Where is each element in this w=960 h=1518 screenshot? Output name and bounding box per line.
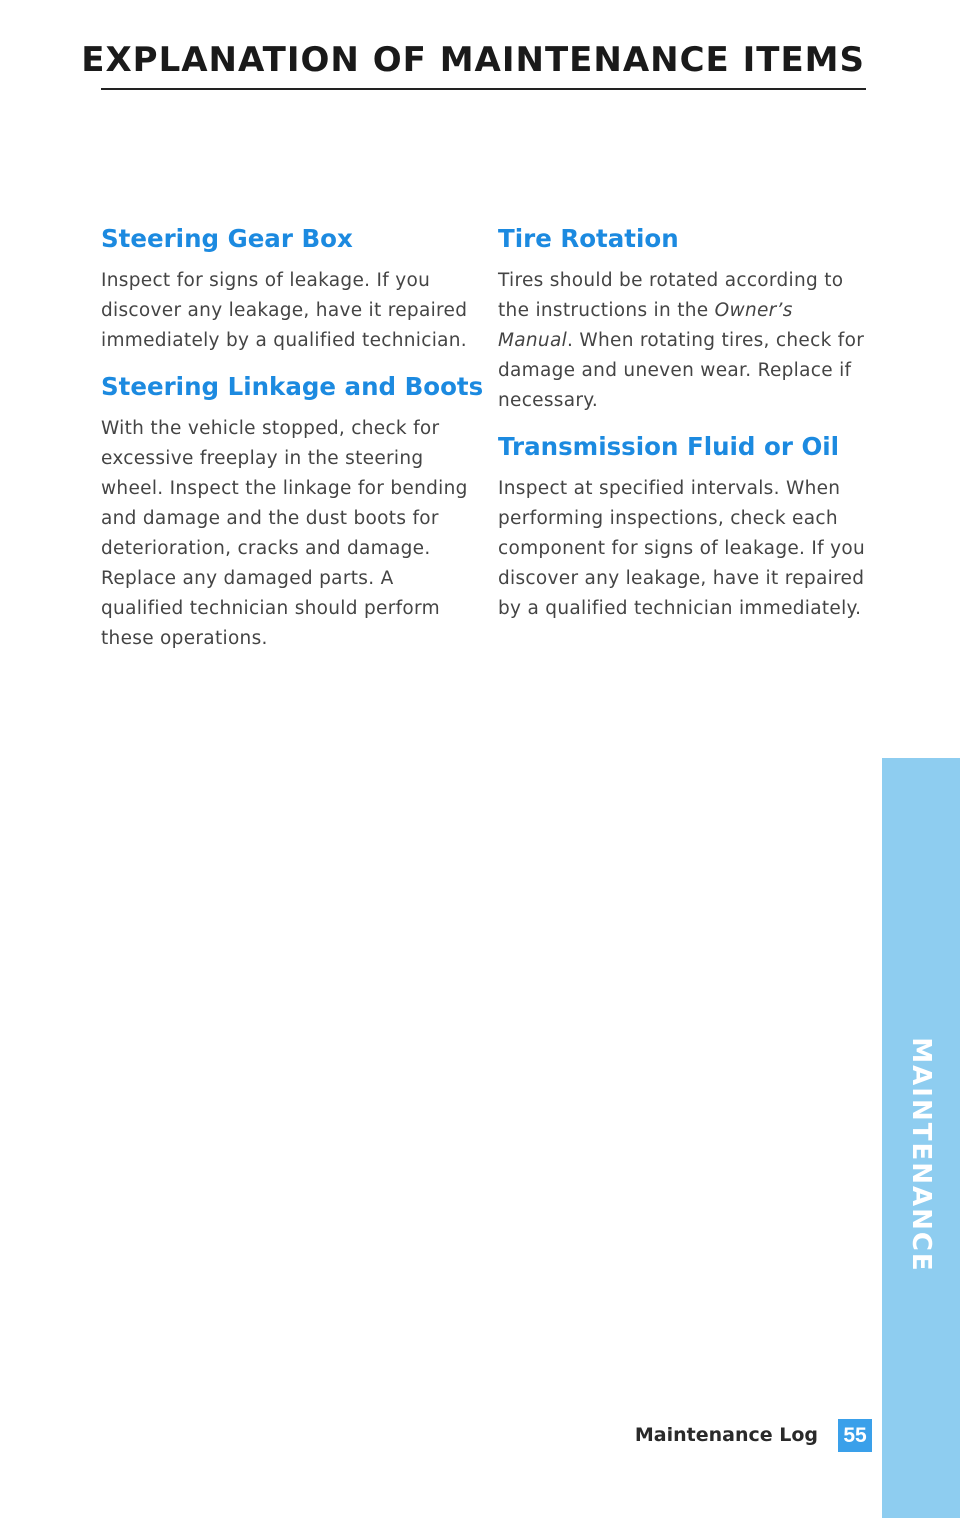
side-tab-label — [901, 1037, 941, 1273]
section-heading: Steering Gear Box — [101, 224, 353, 253]
section-steering-gear-box — [101, 222, 471, 356]
section-heading: Steering Linkage and Boots — [101, 372, 484, 401]
side-tab-label-text: MAINTENANCE — [906, 1037, 936, 1273]
right-column — [498, 222, 868, 638]
left-column — [101, 222, 484, 668]
section-body: Inspect for signs of leakage. If you discover any leakage, have it repaired immediately by a qualified technician. — [101, 270, 468, 351]
footer-label: Maintenance Log — [634, 1424, 818, 1446]
section-tire-rotation — [498, 222, 868, 416]
manual-title: Owner’s Manual — [498, 300, 793, 351]
title-divider — [101, 88, 866, 90]
page-title: EXPLANATION OF MAINTENANCE ITEMS — [81, 40, 865, 80]
section-body: With the vehicle stopped, check for excessive freeplay in the steering wheel. Inspect the linkage for bending and damage and the dust boots for deterioration, cracks and damage. Replace any damaged parts. A qualified technician should perform these operations. — [101, 418, 468, 649]
section-heading: Transmission Fluid or Oil — [498, 432, 840, 461]
section-heading: Tire Rotation — [498, 224, 679, 253]
section-body: Inspect at specified intervals. When performing inspections, check each component for signs of leakage. If you discover any leakage, have it repaired by a qualified technician immediately. — [498, 478, 866, 619]
body-text: . When rotating tires, check for damage and uneven wear. Replace if necessary. — [498, 330, 865, 411]
page-number: 55 — [838, 1419, 872, 1452]
section-body — [498, 266, 868, 416]
section-steering-linkage-and-boots — [101, 370, 484, 654]
section-transmission-fluid-or-oil — [498, 430, 868, 624]
body-text: Tires should be rotated according to the instructions in the — [498, 270, 844, 321]
